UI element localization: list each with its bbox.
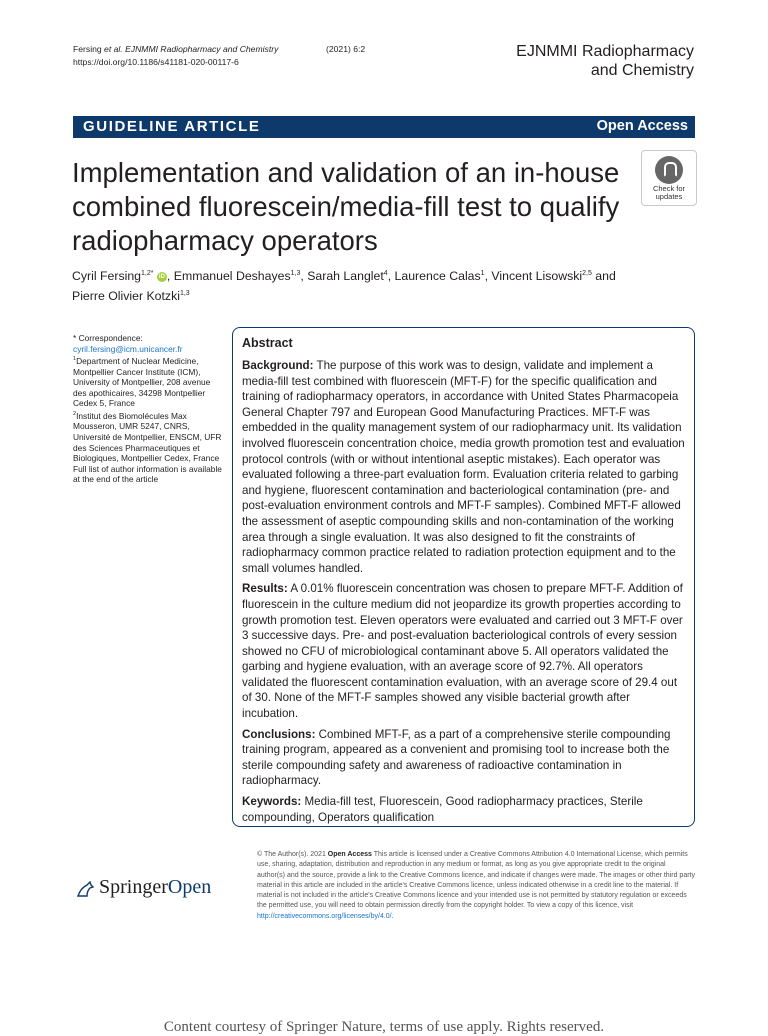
- abstract-keywords: [242, 794, 686, 825]
- abstract-conclusions: [242, 727, 686, 789]
- affiliation-number: 2: [73, 410, 77, 417]
- journal-name-line2: and Chemistry: [590, 62, 694, 79]
- authors-and: and: [595, 269, 616, 284]
- citation-year: (2021) 6:2: [326, 44, 366, 54]
- conclusions-label: Conclusions:: [242, 727, 316, 741]
- author-name[interactable]: Sarah Langlet: [307, 269, 384, 284]
- keywords-text: Media-fill test, Fluorescein, Good radiopharmacy practices, Sterile compounding, Operators qualification: [242, 795, 643, 824]
- check-for-updates-badge[interactable]: [641, 150, 697, 206]
- author-affiliation: 1,3: [179, 290, 190, 298]
- orcid-icon[interactable]: iD: [158, 273, 165, 280]
- affiliation-2: [73, 409, 223, 464]
- keywords-label: Keywords:: [242, 795, 302, 809]
- check-updates-icon: [655, 156, 683, 184]
- author-name[interactable]: Laurence Calas: [394, 269, 481, 284]
- author-list: Cyril Fersing$^{1,2*}$ iD , Emmanuel Deshayes$^{1,3}$, Sarah Langlet$^4$, Laurence Calas$^1$, Vincent Lisowski$^{2,5}$ and Pierre Olivier Kotzki$^{1,3}$: [72, 269, 616, 304]
- author-name[interactable]: Pierre Olivier Kotzki: [72, 289, 180, 304]
- journal-name: [516, 42, 694, 80]
- background-text: The purpose of this work was to design, validate and implement a media-fill test combined with fluorescein (MFT-F) for the specific qualification and training of radiopharmacy operators, in accordance with United States Pharmacopeia General Chapter 797 and European Good Manufacturing Practices. MFT-F was embedded in the quality management system of our radiopharmacy unit. Its validation involved fluorescein concentration choice, media growth promotion test and evaluation protocol controls (with or without intentional aseptic mistakes). Each operator was evaluated following a three-part evaluation form. Evaluation criteria related to garbing and hygiene, fluorescent contamination and bacteriological contamination (pre- and post-evaluation environment controls and MFT-F samples). Combined MFT-F allowed the assessment of aseptic compounding skills and non-contamination of the working area through a single evaluation. It was also designed to fit the constraints of radiopharmacy common practice related to radiation protection equipment and to the small volumes handled.: [242, 359, 685, 575]
- results-label: Results:: [242, 582, 288, 596]
- results-text: A 0.01% fluorescein concentration was chosen to prepare MFT-F. Addition of fluorescein in the culture medium did not jeopardize its growth properties according to growth promotion test. Eleven operators were evaluated and carried out 3 MFT-F over 3 successive days. Pre- and post-evaluation bacteriological controls of every session showed no CFU of microbiological contaminant above 5. All operators validated the garbing and hygiene evaluation, with an average score of 92.7%. All operators validated the fluorescent contamination evaluation, with an average score of 29.4 out of 30. None of the MFT-F samples showed any visible bacterial growth after incubation.: [242, 582, 683, 721]
- author-affiliation: 1,2*: [141, 270, 154, 277]
- abstract-heading: Abstract: [242, 336, 293, 350]
- affiliation-1: [73, 354, 223, 409]
- abstract-box: [232, 327, 695, 827]
- doi-link[interactable]: https://doi.org/10.1186/s41181-020-00117-6: [73, 57, 239, 67]
- article-type: GUIDELINE ARTICLE: [83, 118, 261, 135]
- affiliations-sidebar: [73, 333, 223, 485]
- open-access-label: Open Access: [596, 118, 688, 134]
- author-name[interactable]: Emmanuel Deshayes: [173, 269, 291, 284]
- journal-name-line1: EJNMMI Radiopharmacy: [516, 43, 694, 60]
- background-label: Background:: [242, 359, 314, 372]
- citation-authors: Fersing: [73, 44, 105, 54]
- springer-horse-icon: [75, 880, 95, 898]
- author-name[interactable]: Cyril Fersing: [72, 269, 142, 284]
- full-author-info-note: Full list of author information is available at the end of the article: [73, 463, 222, 485]
- author-affiliation: 1: [480, 270, 485, 277]
- springer-open-logo[interactable]: [75, 876, 211, 899]
- affiliation-number: 1: [73, 356, 77, 363]
- badge-label-1: Check for: [652, 184, 686, 193]
- correspondence: [73, 333, 223, 354]
- affiliation-text: Institut des Biomolécules Max Mousseron, UMR 5247, CNRS, Université de Montpellier, ENSCM, UFR des Sciences Pharmaceutiques et Biologiques, Montpellier Cedex, France: [73, 410, 222, 464]
- copyright-text: © The Author(s). 2021: [257, 851, 328, 858]
- license-suffix: .: [391, 912, 394, 920]
- citation-journal: et al. EJNMMI Radiopharmacy and Chemistry: [104, 44, 279, 54]
- correspondence-email-link[interactable]: cyril.fersing@icm.unicancer.fr: [73, 343, 183, 354]
- article-title: Implementation and validation of an in-house combined fluorescein/media-fill test to qualify radiopharmacy operators: [72, 157, 620, 256]
- license-open-access: Open Access: [327, 851, 372, 858]
- content-courtesy-footer: Content courtesy of Springer Nature, terms of use apply. Rights reserved.: [163, 1019, 605, 1035]
- author-affiliation: 2,5: [582, 270, 592, 277]
- license-link[interactable]: http://creativecommons.org/licenses/by/4.0/: [257, 912, 392, 920]
- license-text: This article is licensed under a Creative Commons Attribution 4.0 International License, which permits use, sharing, adaptation, distribution and reproduction in any medium or format, as long as you give appropriate credit to the original author(s) and the source, provide a link to the Creative Commons licence, and indicate if changes were made. The images or other third party material in this article are included in the article's Creative Commons licence, unless indicated otherwise in a credit line to the material. If material is not included in the article's Creative Commons licence and your intended use is not permitted by statutory regulation or exceeds the permitted use, you will need to obtain permission directly from the copyright holder. To view a copy of this licence, visit: [257, 851, 695, 910]
- abstract-background: [242, 358, 686, 576]
- springer-text: Springer: [99, 876, 168, 898]
- author-name[interactable]: Vincent Lisowski: [491, 269, 583, 284]
- article-type-banner: [73, 116, 695, 138]
- citation-header: [73, 43, 366, 69]
- author-affiliation: 4: [383, 270, 388, 277]
- license-statement: [257, 850, 695, 922]
- author-affiliation: 1,3: [290, 270, 301, 277]
- affiliation-text: Department of Nuclear Medicine, Montpellier Cancer Institute (ICM), University of Montpellier, 208 avenue des apothicaires, 34298 Montpellier Cedex 5, France: [73, 355, 211, 409]
- conclusions-text: Combined MFT-F, as a part of a comprehensive sterile compounding training program, appeared as a convenient and promising tool to increase both the sterile compounding safety and awareness of radioactive contamination in radiopharmacy.: [242, 727, 671, 788]
- citation-line: [73, 43, 366, 56]
- open-text: Open: [167, 876, 212, 898]
- badge-label-2: updates: [655, 192, 683, 201]
- abstract-results: [242, 581, 686, 721]
- correspondence-label: * Correspondence:: [73, 333, 143, 343]
